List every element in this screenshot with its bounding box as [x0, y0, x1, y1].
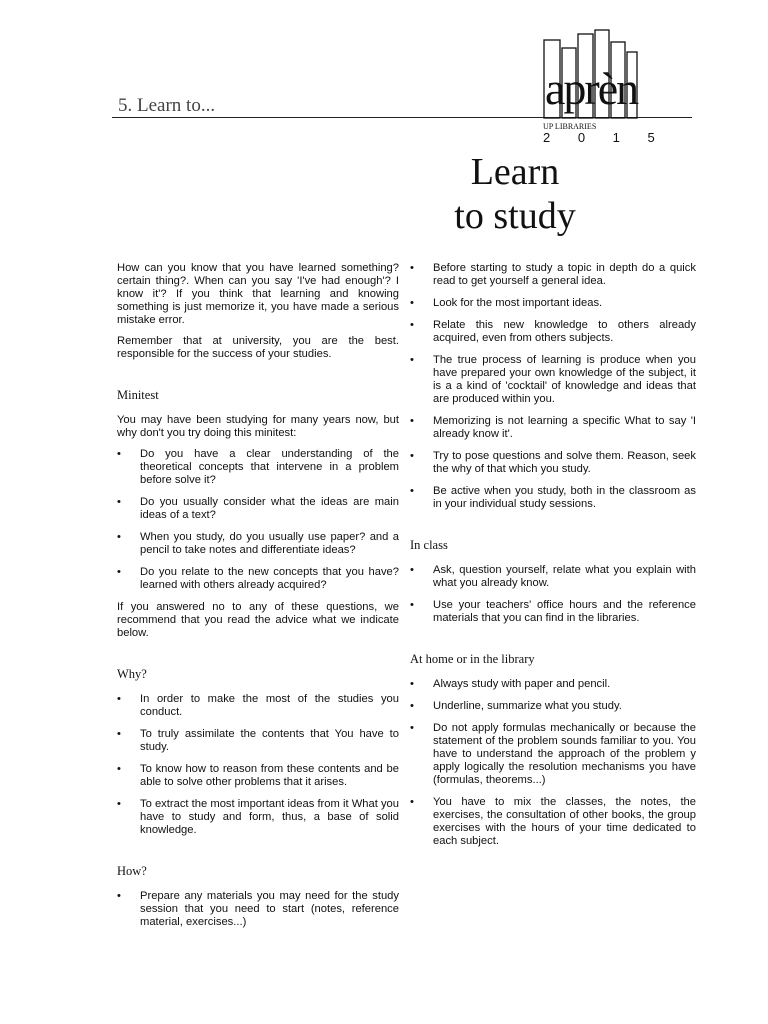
section-heading-minitest: Minitest: [117, 388, 159, 402]
list-item: • To extract the most important ideas from it What you have to study and form, thus, a base of solid knowledge.: [117, 798, 399, 836]
in-class-list: [410, 564, 696, 625]
bullet-icon: •: [117, 798, 121, 810]
minitest-intro: You may have been studying for many years now, but why don't you try doing this minitest:: [117, 414, 399, 439]
list-item: • Do not apply formulas mechanically or because the statement of the problem sounds familiar to you. You have to understand the approach of the problem y apply logically the resolution mechanisms you have (formulas, theorems...): [410, 722, 696, 786]
list-item: • Prepare any materials you may need for the study session that you need to start (notes, reference material, exercises...): [117, 890, 399, 928]
list-item: • To know how to reason from these contents and be able to solve other problems that it arises.: [117, 763, 399, 788]
list-item: • The true process of learning is produce when you have prepared your own knowledge of the subject, it is a a kind of 'cocktail' of knowledge and ideas that are produced within you.: [410, 354, 696, 405]
bullet-icon: •: [410, 297, 414, 309]
logo-year: 2 0 1 5: [543, 130, 667, 145]
list-item: • Underline, summarize what you study.: [410, 700, 622, 712]
main-title: [410, 150, 620, 238]
list-item: • Ask, question yourself, relate what you explain with what you already know.: [410, 564, 696, 589]
list-item: • Be active when you study, both in the classroom as in your individual study sessions.: [410, 485, 696, 510]
right-column: [410, 262, 696, 857]
list-item: • To truly assimilate the contents that You have to study.: [117, 728, 399, 753]
minitest-list: [117, 448, 399, 592]
bullet-icon: •: [410, 485, 414, 497]
bullet-icon: •: [117, 566, 121, 578]
bullet-icon: •: [410, 722, 414, 734]
list-item: • Do you have a clear understanding of the theoretical concepts that intervene in a problem before solve it?: [117, 448, 399, 486]
intro-paragraph-1: How can you know that you have learned something? certain thing?. When can you say 'I've had enough'? I know it'? If you think that learning and knowing something is just memorize it, you have made a serious mistake error.: [117, 262, 399, 326]
bullet-icon: •: [410, 564, 414, 576]
page-header-title: 5. Learn to...: [118, 95, 216, 116]
bullet-icon: •: [410, 415, 414, 427]
minitest-outro: If you answered no to any of these questions, we recommend that you read the advice what we indicate below.: [117, 601, 399, 639]
bullet-icon: •: [410, 262, 414, 274]
left-column: [117, 262, 399, 938]
bullet-icon: •: [410, 599, 414, 611]
bullet-icon: •: [117, 890, 121, 902]
list-item: • Use your teachers' office hours and the reference materials that you can find in the libraries.: [410, 599, 696, 624]
list-item: • Before starting to study a topic in depth do a quick read to get yourself a general idea.: [410, 262, 696, 287]
list-item: • Do you usually consider what the ideas are main ideas of a text?: [117, 496, 399, 521]
bullet-icon: •: [117, 763, 121, 775]
list-item: • You have to mix the classes, the notes, the exercises, the consultation of other books, the group exercises with the hours of your time dedicated to each subject.: [410, 796, 696, 847]
why-list: [117, 693, 399, 837]
section-heading-at-home: At home or in the library: [410, 652, 535, 666]
bullet-icon: •: [410, 354, 414, 366]
list-item: • Do you relate to the new concepts that you have? learned with others already acquired?: [117, 566, 399, 591]
section-heading-in-class: In class: [410, 538, 448, 552]
bullet-icon: •: [117, 531, 121, 543]
list-item: • Memorizing is not learning a specific What to say 'I already know it'.: [410, 415, 696, 440]
bullet-icon: •: [117, 448, 121, 460]
list-item: • Always study with paper and pencil.: [410, 678, 611, 690]
at-home-list: [410, 678, 696, 848]
main-title-line-1: Learn: [470, 151, 560, 193]
bullet-icon: •: [410, 796, 414, 808]
bullet-icon: •: [410, 700, 414, 712]
bullet-icon: •: [117, 728, 121, 740]
list-item: • Try to pose questions and solve them. Reason, seek the why of that which you study.: [410, 450, 696, 475]
section-heading-how: How?: [117, 864, 147, 878]
bullet-icon: •: [117, 496, 121, 508]
list-item: • Look for the most important ideas.: [410, 297, 603, 309]
how-continued-list: [410, 262, 696, 511]
list-item: • Relate this new knowledge to others already acquired, even from others subjects.: [410, 319, 696, 344]
bullet-icon: •: [117, 693, 121, 705]
bullet-icon: •: [410, 319, 414, 331]
bullet-icon: •: [410, 450, 414, 462]
apren-logo: [540, 28, 692, 148]
section-heading-why: Why?: [117, 667, 147, 681]
how-list: [117, 890, 399, 929]
bullet-icon: •: [410, 678, 414, 690]
logo-wordmark: aprèn: [545, 63, 638, 114]
logo-subtitle: UP LIBRARIES: [543, 122, 597, 131]
intro-paragraph-2: Remember that at university, you are the best. responsible for the success of your studies.: [117, 335, 399, 360]
list-item: • In order to make the most of the studies you conduct.: [117, 693, 399, 718]
list-item: • When you study, do you usually use paper? and a pencil to take notes and differentiate ideas?: [117, 531, 399, 556]
main-title-line-2: to study: [454, 195, 576, 237]
